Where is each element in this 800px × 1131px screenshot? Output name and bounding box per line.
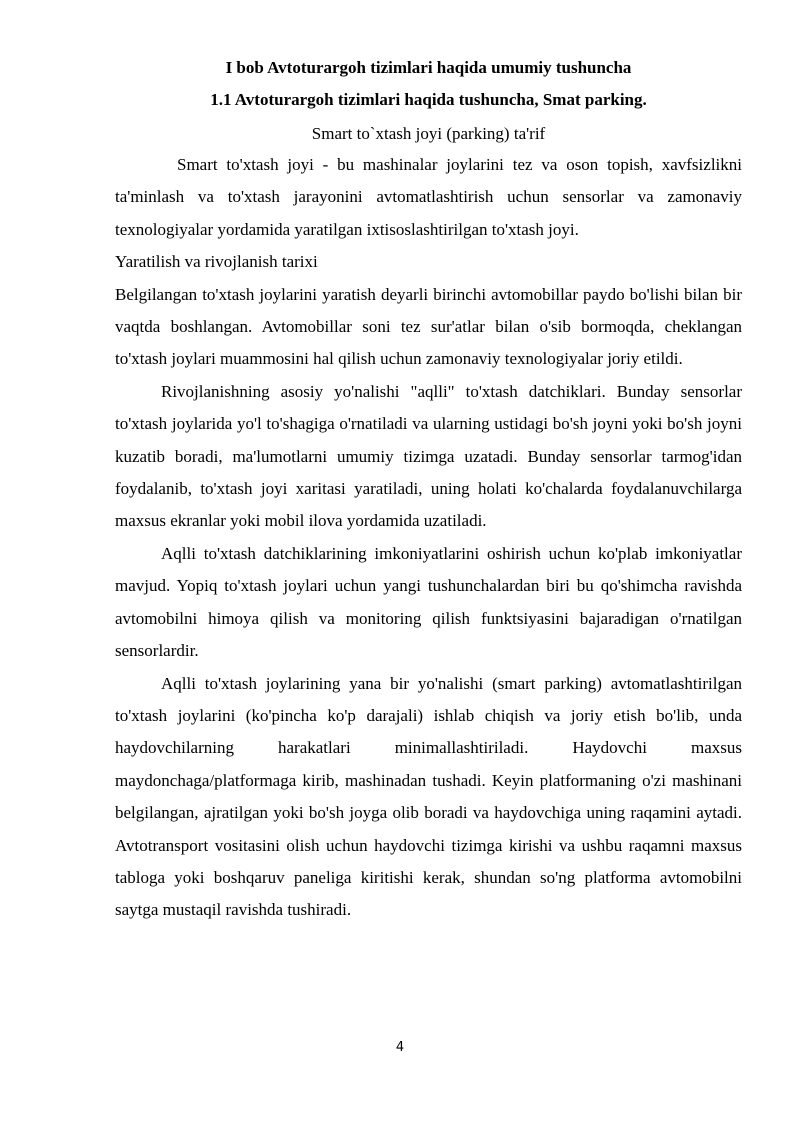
- paragraph-definition: Smart to'xtash joyi - bu mashinalar joylarini tez va oson topish, xavfsizlikni ta'minlash va to'xtash jarayonini avtomatlashtirish uchun sensorlar va zamonaviy texnologiyalar yordamida yaratilgan ixtisoslashtirilgan to'xtash joyi.: [115, 155, 742, 239]
- paragraph-capabilities: Aqlli to'xtash datchiklarining imkoniyatlarini oshirish uchun ko'plab imkoniyatlar mavjud. Yopiq to'xtash joylari uchun yangi tushunchalardan biri bu qo'shimcha ravishda avtomobilni himoya qilish va monitoring qilish funktsiyasini bajaradigan o'rnatilgan sensorlardir.: [115, 543, 742, 661]
- paragraph-automation: Aqlli to'xtash joylarining yana bir yo'nalishi (smart parking) avtomatlashtirilgan to'xtash joylarini (ko'pincha ko'p darajali) ishlab chiqish va joriy etish bo'lib, unda haydovchilarning harakatlari minimallashtiriladi. Haydovchi maxsus maydonchaga/platformaga kirib, mashinadan tushadi. Keyin platformaning o'zi mashinani belgilangan, ajratilgan yoki bo'sh joyga olib boradi va haydovchiga uning raqamini aytadi. Avtotransport vositasini olish uchun haydovchi tizimga kirishi va ushbu raqamni maxsus tabloga yoki boshqaruv paneliga kiritishi kerak, shundan so'ng platforma avtomobilni saytga mustaqil ravishda tushiradi.: [115, 673, 742, 920]
- subtitle: Smart to`xtash joyi (parking) ta'rif: [311, 124, 546, 143]
- paragraph-history-heading: Yaratilish va rivojlanish tarixi: [115, 252, 318, 272]
- page-number: 4: [395, 1040, 405, 1055]
- paragraph-sensors: Rivojlanishning asosiy yo'nalishi "aqlli" to'xtash datchiklari. Bunday sensorlar to'xtash joylarida yo'l to'shagiga o'rnatiladi va ularning ustidagi bo'sh joyni yoki bo'sh joyni kuzatib boradi, ma'lumotlarni umumiy tizimga uzatadi. Bunday sensorlar tarmog'idan foydalanib, to'xtash joyi xaritasi yaratiladi, uning holati ko'chalarda foydalanuvchilarga maxsus ekranlar yoki mobil ilova yordamida uzatiladi.: [115, 381, 742, 531]
- paragraph-history: Belgilangan to'xtash joylarini yaratish deyarli birinchi avtomobillar paydo bo'lishi bilan bir vaqtda boshlangan. Avtomobillar soni tez sur'atlar bilan o'sib bormoqda, cheklangan to'xtash joylari muammosini hal qilish uchun zamonaviy texnologiyalar joriy etildi.: [115, 284, 742, 369]
- document-page: [115, 58, 742, 927]
- chapter-title: I bob Avtoturargoh tizimlari haqida umumiy tushuncha: [225, 58, 632, 77]
- section-title: 1.1 Avtoturargoh tizimlari haqida tushuncha, Smat parking.: [210, 90, 647, 109]
